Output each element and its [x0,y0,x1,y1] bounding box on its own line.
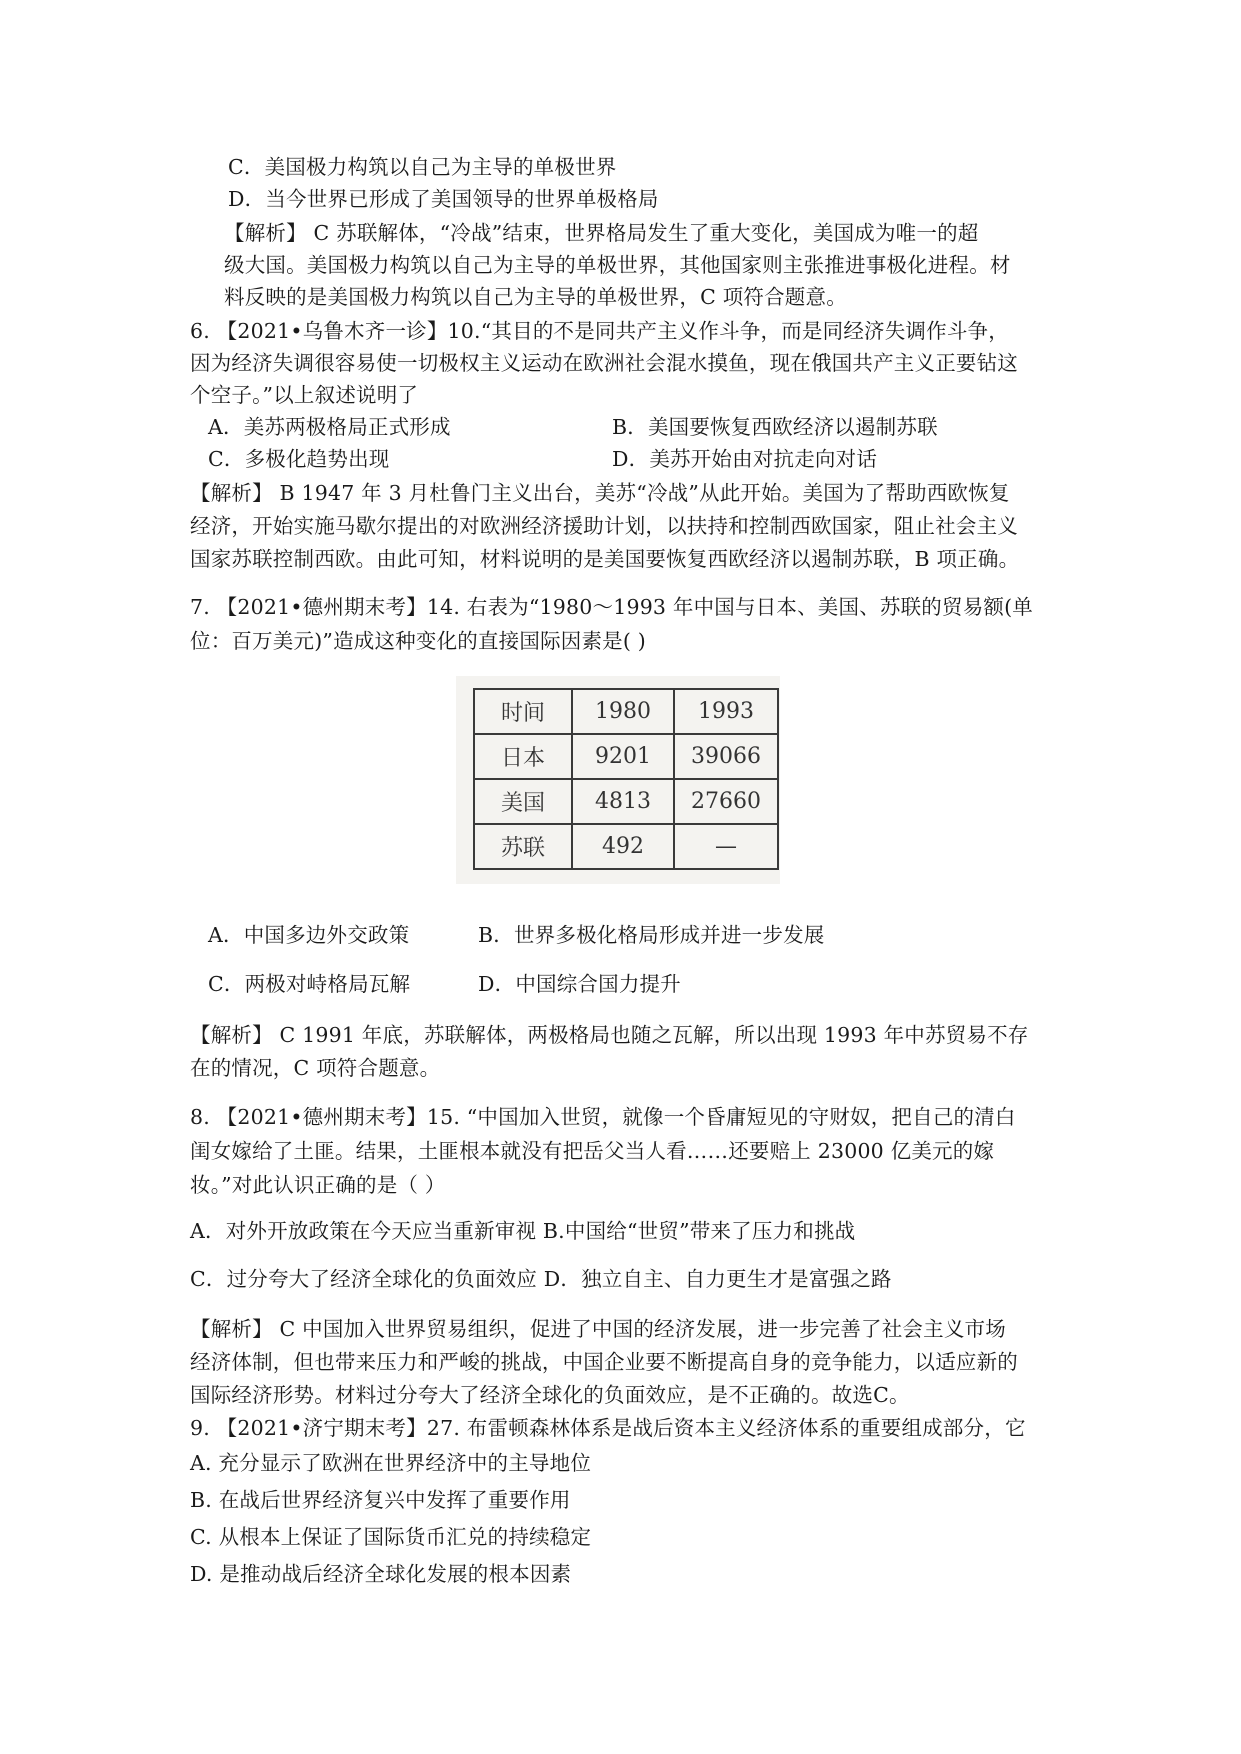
table-cell: 492 [572,824,674,869]
table-cell: 27660 [674,779,778,824]
q9-option-b: B. 在战后世界经济复兴中发挥了重要作用 [190,1488,571,1512]
table-row [474,779,778,824]
q6-option-b: B．美国要恢复西欧经济以遏制苏联 [612,415,938,439]
table-header-row [474,689,778,734]
q5-option-c: C．美国极力构筑以自己为主导的单极世界 [228,155,617,179]
trade-table [473,688,779,870]
q9-option-c: C. 从根本上保证了国际货币汇兑的持续稳定 [190,1525,592,1549]
q8-analysis-line1: 【解析】 C 中国加入世界贸易组织，促进了中国的经济发展，进一步完善了社会主义市场 [190,1317,1006,1341]
q6-option-d: D．美苏开始由对抗走向对话 [612,447,878,471]
table-cell: 1993 [674,689,778,734]
table-cell: 时间 [474,689,572,734]
q7-analysis-line2: 在的情况，C 项符合题意。 [190,1056,441,1080]
q5-analysis-line1: 【解析】 C 苏联解体，“冷战”结束，世界格局发生了重大变化，美国成为唯一的超 [224,221,979,245]
table-row [474,734,778,779]
table-cell: 美国 [474,779,572,824]
table-row [474,824,778,869]
q8-analysis-line2: 经济体制，但也带来压力和严峻的挑战，中国企业要不断提高自身的竞争能力，以适应新的 [190,1350,1018,1374]
q8-analysis-line3: 国际经济形势。材料过分夸大了经济全球化的负面效应，是不正确的。故选C。 [190,1383,910,1407]
table-cell: 苏联 [474,824,572,869]
q8-stem-line2: 闺女嫁给了土匪。结果，土匪根本就没有把岳父当人看……还要赔上 23000 亿美元的嫁 [190,1139,995,1163]
q7-stem-line2: 位：百万美元)”造成这种变化的直接国际因素是( ) [190,629,646,653]
q5-analysis-line2: 级大国。美国极力构筑以自己为主导的单极世界，其他国家则主张推进事极化进程。材 [224,253,1011,277]
q7-option-d: D．中国综合国力提升 [478,972,681,996]
table-cell: 39066 [674,734,778,779]
q5-option-d: D．当今世界已形成了美国领导的世界单极格局 [228,187,659,211]
q6-stem-line3: 个空子。”以上叙述说明了 [190,383,419,407]
q9-stem-line1: 9. 【2021•济宁期末考】27. 布雷顿森林体系是战后资本主义经济体系的重要组成部分，它 [190,1416,1026,1440]
table-cell: 9201 [572,734,674,779]
q6-option-a: A．美苏两极格局正式形成 [208,415,451,439]
q6-analysis-line1: 【解析】 B 1947 年 3 月杜鲁门主义出台，美苏“冷战”从此开始。美国为了帮助西欧恢复 [190,481,1010,505]
q6-option-c: C．多极化趋势出现 [208,447,390,471]
q7-option-b: B．世界多极化格局形成并进一步发展 [478,923,825,947]
q9-option-a: A. 充分显示了欧洲在世界经济中的主导地位 [190,1451,592,1475]
table-cell: 4813 [572,779,674,824]
q6-stem-line1: 6. 【2021•乌鲁木齐一诊】10.“其目的不是同共产主义作斗争，而是同经济失调作斗争， [190,319,1009,343]
q9-option-d: D. 是推动战后经济全球化发展的根本因素 [190,1562,572,1586]
table-cell: 日本 [474,734,572,779]
q7-analysis-line1: 【解析】 C 1991 年底，苏联解体，两极格局也随之瓦解，所以出现 1993 年中苏贸易不存 [190,1023,1029,1047]
table-cell: 1980 [572,689,674,734]
q7-option-a: A．中国多边外交政策 [208,923,410,947]
q7-option-c: C．两极对峙格局瓦解 [208,972,411,996]
q8-stem-line3: 妆。”对此认识正确的是（ ） [190,1173,446,1197]
q6-analysis-line2: 经济，开始实施马歇尔提出的对欧洲经济援助计划，以扶持和控制西欧国家，阻止社会主义 [190,514,1018,538]
q6-stem-line2: 因为经济失调很容易使一切极权主义运动在欧洲社会混水摸鱼，现在俄国共产主义正要钻这 [190,351,1018,375]
q7-stem-line1: 7. 【2021•德州期末考】14. 右表为“1980～1993 年中国与日本、美国、苏联的贸易额(单 [190,595,1033,619]
q5-analysis-line3: 料反映的是美国极力构筑以自己为主导的单极世界，C 项符合题意。 [224,285,847,309]
q6-analysis-line3: 国家苏联控制西欧。由此可知，材料说明的是美国要恢复西欧经济以遏制苏联，B 项正确。 [190,547,1020,571]
table-cell: — [674,824,778,869]
q8-stem-line1: 8. 【2021•德州期末考】15. “中国加入世贸，就像一个昏庸短见的守财奴，把自己的清白 [190,1105,1016,1129]
trade-table-image [456,676,780,884]
q8-options-cd: C．过分夸大了经济全球化的负面效应 D．独立自主、自力更生才是富强之路 [190,1267,892,1291]
q8-options-ab: A．对外开放政策在今天应当重新审视 B.中国给“世贸”带来了压力和挑战 [190,1219,856,1243]
